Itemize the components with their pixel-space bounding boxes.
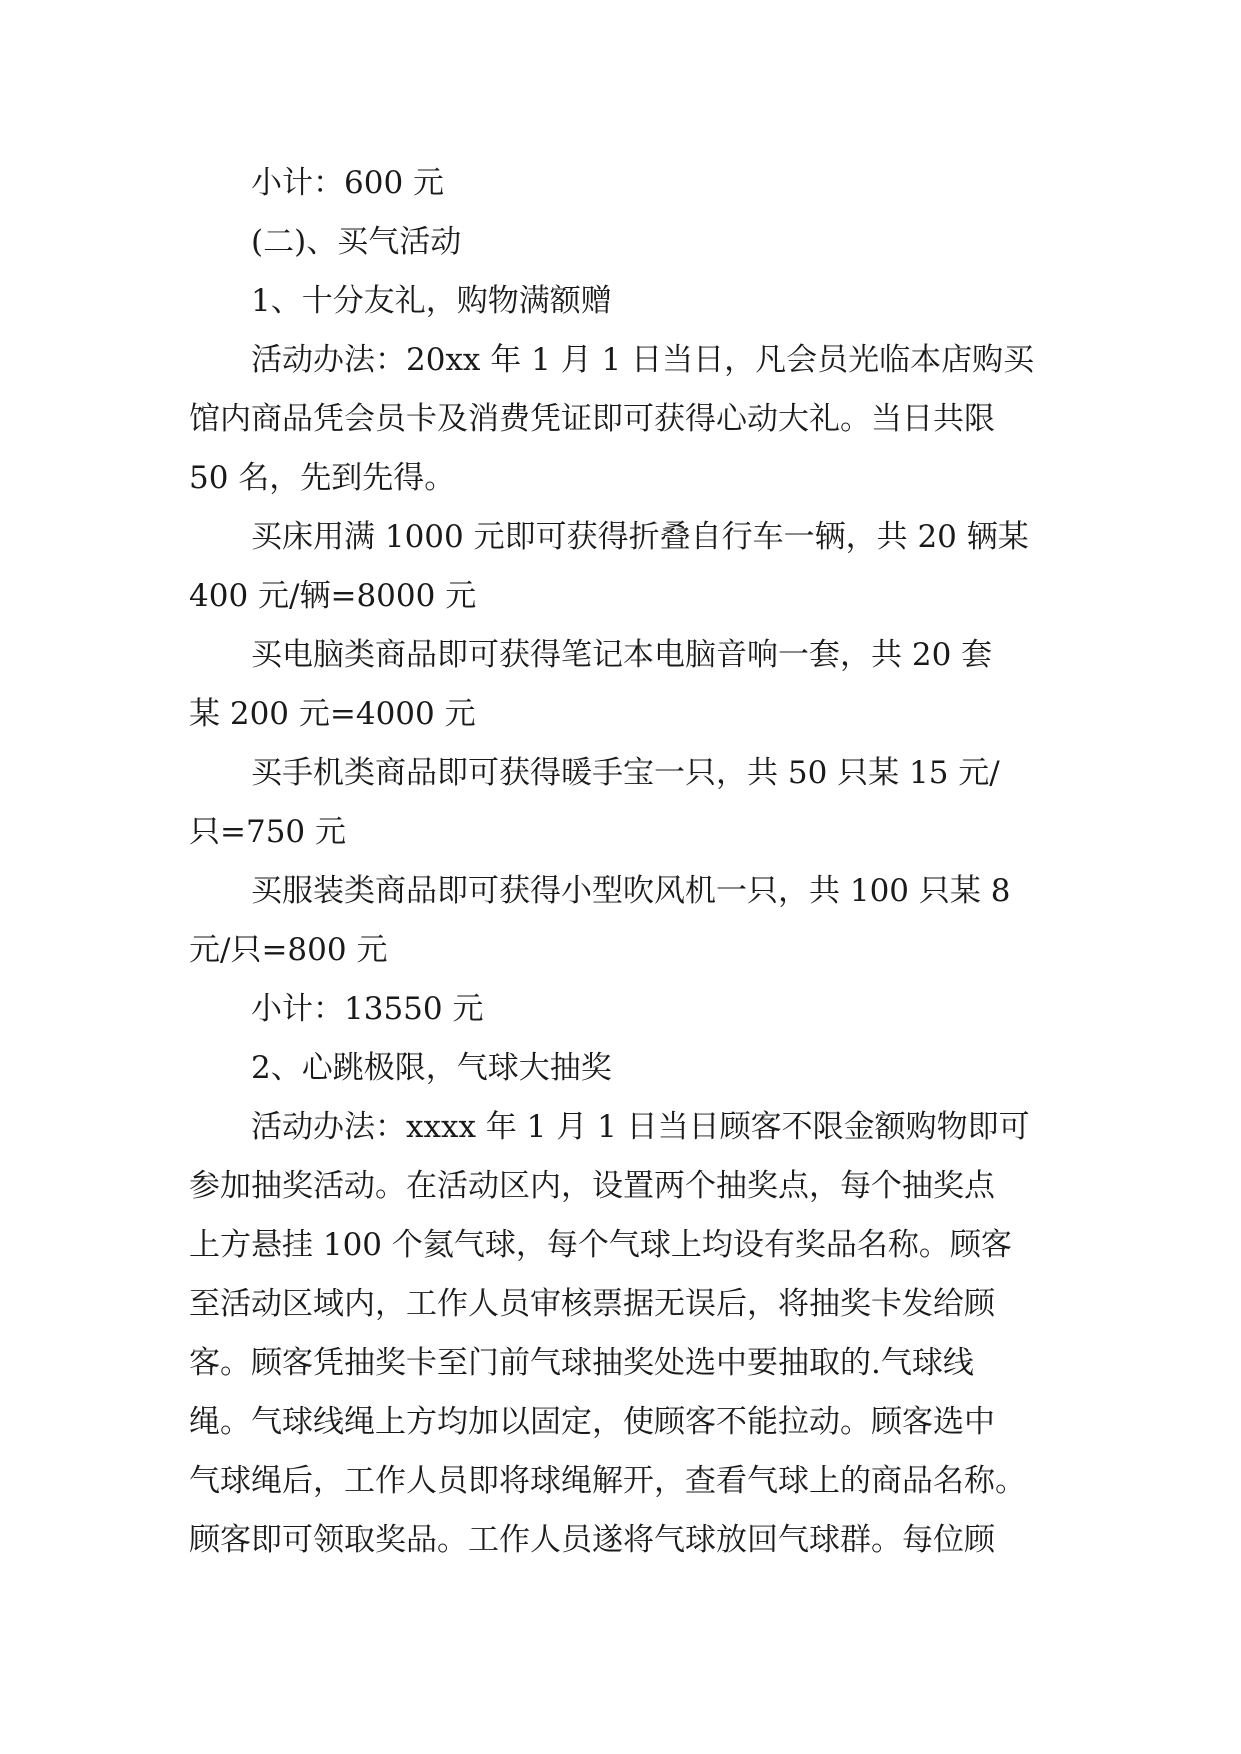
- text-line: 买服装类商品即可获得小型吹风机一只，共 100 只某 8: [251, 873, 1011, 909]
- text-line: 上方悬挂 100 个氦气球，每个气球上均设有奖品名称。顾客: [189, 1227, 1012, 1263]
- document-body: [189, 154, 1053, 1570]
- text-line: 元/只=800 元: [189, 932, 388, 968]
- text-line: 参加抽奖活动。在活动区内，设置两个抽奖点，每个抽奖点: [189, 1168, 995, 1204]
- text-line: 某 200 元=4000 元: [189, 696, 476, 732]
- text-line: 2、心跳极限，气球大抽奖: [251, 1050, 612, 1086]
- text-line: 50 名，先到先得。: [189, 460, 456, 496]
- text-line: 馆内商品凭会员卡及消费凭证即可获得心动大礼。当日共限: [189, 401, 995, 437]
- text-line: 买电脑类商品即可获得笔记本电脑音响一套，共 20 套: [251, 637, 993, 673]
- text-line: 小计：13550 元: [251, 991, 484, 1027]
- text-line: 活动办法：xxxx 年 1 月 1 日当日顾客不限金额购物即可: [251, 1109, 1030, 1145]
- text-line: (二)、买气活动: [251, 224, 462, 260]
- text-line: 客。顾客凭抽奖卡至门前气球抽奖处选中要抽取的.气球线: [189, 1345, 974, 1381]
- text-line: 买床用满 1000 元即可获得折叠自行车一辆，共 20 辆某: [251, 519, 1029, 555]
- text-line: 至活动区域内，工作人员审核票据无误后，将抽奖卡发给顾: [189, 1286, 995, 1322]
- text-line: 活动办法：20xx 年 1 月 1 日当日，凡会员光临本店购买: [251, 342, 1035, 378]
- text-line: 只=750 元: [189, 814, 346, 850]
- text-line: 绳。气球线绳上方均加以固定，使顾客不能拉动。顾客选中: [189, 1404, 995, 1440]
- text-line: 顾客即可领取奖品。工作人员遂将气球放回气球群。每位顾: [189, 1522, 995, 1558]
- text-line: 小计：600 元: [251, 165, 445, 201]
- text-line: 气球绳后，工作人员即将球绳解开，查看气球上的商品名称。: [189, 1463, 1026, 1499]
- text-line: 1、十分友礼，购物满额赠: [251, 283, 612, 319]
- text-line: 400 元/辆=8000 元: [189, 578, 477, 614]
- text-line: 买手机类商品即可获得暖手宝一只，共 50 只某 15 元/: [251, 755, 1000, 791]
